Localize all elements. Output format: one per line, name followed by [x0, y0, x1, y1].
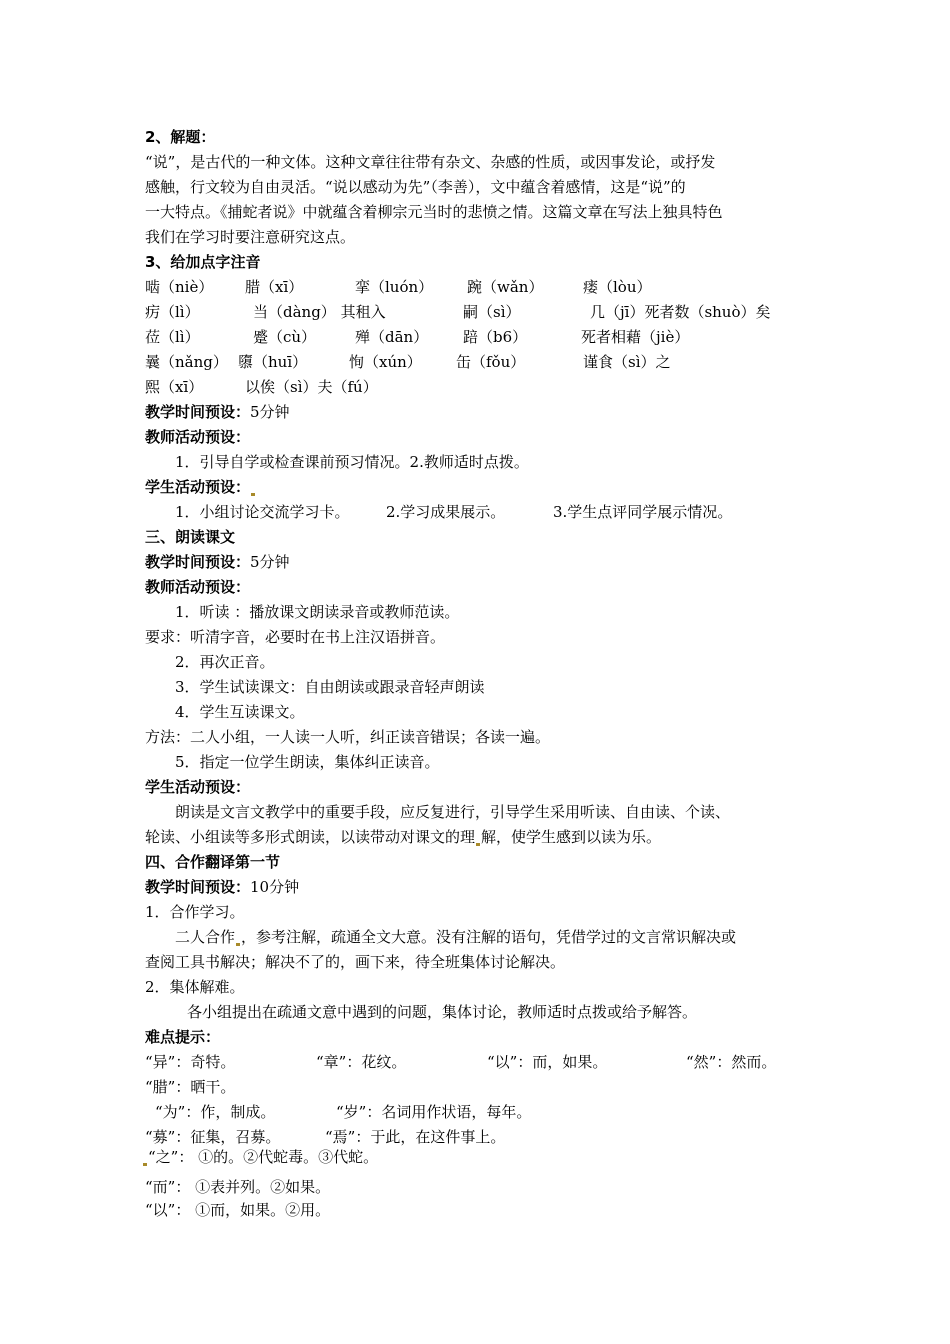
paragraph-line: 朗读是文言文教学中的重要手段，应反复进行，引导学生采用听读、自由读、个读、 — [175, 803, 731, 821]
pinyin-item: 嗣（sì） — [463, 303, 521, 321]
difficulty-item: “而”： ①表并列。②如果。 — [145, 1178, 331, 1196]
pinyin-item: 踣（b6） — [463, 328, 528, 346]
pinyin-item: 恂（xún） — [349, 353, 422, 371]
teacher-activity-text: 1．引导自学或检查课前预习情况。2.教师适时点拨。 — [175, 453, 529, 471]
paragraph-line: 各小组提出在疏通文意中遇到的问题，集体讨论，教师适时点拨或给予解答。 — [187, 1003, 698, 1021]
activity-line: 1．听读 ：播放课文朗读录音或教师范读。 — [175, 603, 460, 621]
paragraph-line: 查阅工具书解决；解决不了的，画下来，待全班集体讨论解决。 — [145, 953, 566, 971]
paragraph-line: 二人合作 ，参考注解，疏通全文大意。没有注解的语句，凭借学过的文言常识解决或 — [175, 928, 737, 946]
pinyin-item: 疠（lì） — [145, 303, 200, 321]
pinyin-item: 谨食（sì）之 — [583, 353, 671, 371]
paragraph-line: 感触，行文较为自由灵活。“说以感动为先”（李善），文中蕴含着感情，这是“说”的 — [145, 178, 686, 196]
student-activity-item: 3.学生点评同学展示情况。 — [553, 503, 733, 521]
pinyin-item: 以俟（sì）夫（fú） — [245, 378, 378, 396]
pinyin-item: 隳（huī） — [238, 353, 308, 371]
section-3-heading: 3、给加点字注音 — [145, 253, 261, 271]
difficulty-item: “腊”：晒干。 — [145, 1078, 236, 1096]
pinyin-item: 挛（luón） — [355, 278, 434, 296]
difficulty-item: “为”：作，制成。 — [155, 1103, 276, 1121]
pinyin-item: 莅（lì） — [145, 328, 200, 346]
difficulty-item: “之”： ①的。②代蛇毒。③代蛇。 — [142, 1147, 378, 1167]
pinyin-item: 殚（dān） — [355, 328, 429, 346]
paragraph-line: 一大特点。《捕蛇者说》中就蕴含着柳宗元当时的悲愤之情。这篇文章在写法上独具特色 — [145, 203, 723, 221]
student-activity-heading: 学生活动预设： — [145, 778, 251, 796]
section-three-heading: 三、朗读课文 — [145, 528, 236, 546]
difficulty-item: “以”：而，如果。 — [487, 1053, 608, 1071]
section-2-heading: 2、解题： — [145, 128, 216, 146]
student-activity-heading: 学生活动预设： — [145, 477, 256, 497]
activity-line: 5．指定一位学生朗读，集体纠正读音。 — [175, 753, 440, 771]
paragraph-line: 我们在学习时要注意研究这点。 — [145, 228, 356, 246]
activity-line: 方法：二人小组，一人读一人听，纠正读音错误；各读一遍。 — [145, 728, 551, 746]
step-line: 2．集体解难。 — [145, 978, 245, 996]
time-preset: 教学时间预设：10分钟 — [145, 878, 300, 896]
pinyin-item: 死者相藉（jiè） — [581, 328, 690, 346]
paragraph-line: 轮读、小组读等多形式朗读，以读带动对课文的理 解，使学生感到以读为乐。 — [145, 828, 662, 846]
student-activity-item: 1．小组讨论交流学习卡。 — [175, 503, 350, 521]
difficulty-item: “异”：奇特。 — [145, 1053, 236, 1071]
section-four-heading: 四、合作翻译第一节 — [145, 853, 281, 871]
activity-line: 3．学生试读课文：自由朗读或跟录音轻声朗读 — [175, 678, 485, 696]
paragraph-line: “说”，是古代的一种文体。这种文章往往带有杂文、杂感的性质，或因事发论，或抒发 — [145, 153, 716, 171]
pinyin-item: 啮（niè） — [145, 278, 214, 296]
pinyin-item: 蹙（cù） — [253, 328, 317, 346]
difficulty-item: “岁”：名词用作状语，每年。 — [336, 1103, 532, 1121]
pinyin-item: 缶（fǒu） — [456, 353, 526, 371]
student-activity-item: 2.学习成果展示。 — [386, 503, 506, 521]
pinyin-item: 踠（wǎn） — [467, 278, 544, 296]
difficulty-item: “以”： ①而，如果。②用。 — [145, 1201, 331, 1219]
pinyin-item: 当（dàng） 其租入 — [253, 303, 386, 321]
pinyin-item: 曩（nǎng） — [145, 353, 228, 371]
difficulty-item: “募”：征集，召募。 — [145, 1128, 281, 1146]
activity-line: 4．学生互读课文。 — [175, 703, 305, 721]
difficulty-item: “焉”：于此，在这件事上。 — [325, 1128, 506, 1146]
pinyin-item: 几（jī）死者数（shuò）矣 — [590, 303, 771, 321]
time-preset: 教学时间预设：5分钟 — [145, 553, 290, 571]
activity-line: 2．再次正音。 — [175, 653, 275, 671]
pinyin-item: 瘘（lòu） — [583, 278, 652, 296]
pinyin-item: 腊（xī） — [245, 278, 304, 296]
pinyin-item: 熙（xī） — [145, 378, 204, 396]
step-line: 1．合作学习。 — [145, 903, 245, 921]
difficulty-item: “章”：花纹。 — [316, 1053, 407, 1071]
difficulty-heading: 难点提示： — [145, 1028, 221, 1046]
time-preset: 教学时间预设：5分钟 — [145, 403, 290, 421]
difficulty-item: “然”：然而。 — [686, 1053, 777, 1071]
teacher-activity-heading: 教师活动预设： — [145, 428, 251, 446]
activity-line: 要求：听清字音，必要时在书上注汉语拼音。 — [145, 628, 446, 646]
teacher-activity-heading: 教师活动预设： — [145, 578, 251, 596]
